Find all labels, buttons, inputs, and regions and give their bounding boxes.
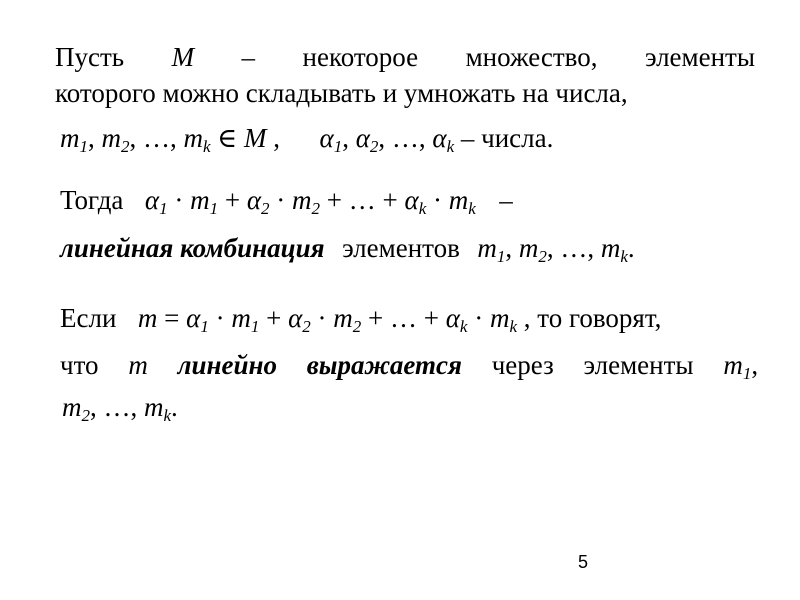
var-alpha: α xyxy=(186,303,201,333)
word-mnozhestvo: множество, xyxy=(465,42,598,72)
p2-line2 xyxy=(60,231,635,265)
var-m: m xyxy=(600,233,621,263)
plus-operator: + xyxy=(266,303,282,333)
comma: , xyxy=(273,123,281,153)
sub-k: k xyxy=(446,137,455,156)
dot-operator: · xyxy=(432,185,442,215)
word-elementy: элементы xyxy=(644,42,755,72)
var-m: m xyxy=(128,350,148,380)
tail-to-govoryat: то говорят, xyxy=(537,303,662,333)
dash: – xyxy=(241,42,256,72)
sub-1: 1 xyxy=(159,199,168,218)
ellipsis: … xyxy=(103,392,131,422)
word-togda: Тогда xyxy=(60,185,124,215)
sub-1: 1 xyxy=(79,137,88,156)
plus-operator: + xyxy=(423,303,439,333)
sub-k: k xyxy=(418,199,427,218)
comma: , xyxy=(129,123,137,153)
sub-1: 1 xyxy=(250,317,260,336)
var-alpha: α xyxy=(144,185,160,215)
sub-2: 2 xyxy=(261,199,270,218)
comma: , xyxy=(130,392,138,422)
var-m: m xyxy=(137,303,158,333)
page-number: 5 xyxy=(578,552,589,572)
dot-operator: · xyxy=(474,303,484,333)
var-alpha: α xyxy=(355,123,370,153)
p3-line2 xyxy=(60,348,758,382)
p2-line1-formula xyxy=(60,183,513,217)
dot-operator: · xyxy=(174,185,184,215)
ellipsis: … xyxy=(389,303,417,333)
equals-operator: = xyxy=(164,303,180,333)
ellipsis: … xyxy=(560,233,588,263)
sub-1: 1 xyxy=(200,317,209,336)
set-symbol-M: M xyxy=(244,123,267,153)
plus-operator: + xyxy=(326,185,343,215)
dot-operator: · xyxy=(276,185,286,215)
word-elementy: элементы xyxy=(583,350,694,380)
var-m: m xyxy=(518,233,539,263)
var-m: m xyxy=(292,185,312,215)
var-m: m xyxy=(477,233,497,263)
dot-operator: · xyxy=(317,303,327,333)
sub-k: k xyxy=(163,406,172,425)
var-alpha: α xyxy=(432,123,447,153)
tail-chisla: – числа. xyxy=(460,123,554,153)
sub-2: 2 xyxy=(538,247,547,266)
comma: , xyxy=(505,233,513,263)
word-chto: что xyxy=(60,350,99,380)
word-pust: Пусть xyxy=(55,42,125,72)
var-m: m xyxy=(190,185,210,215)
sub-1: 1 xyxy=(333,137,343,156)
comma: , xyxy=(378,123,386,153)
set-symbol-M: M xyxy=(171,42,195,72)
term-expressed: выражается xyxy=(306,350,462,380)
p3-line1-formula xyxy=(60,301,661,335)
var-m: m xyxy=(62,392,82,422)
sub-k: k xyxy=(509,317,517,336)
term-linearly: линейно xyxy=(177,350,277,380)
var-m: m xyxy=(144,392,164,422)
element-of-symbol: ∈ xyxy=(217,123,238,153)
p1-line2: которого можно складывать и умножать на числа, xyxy=(55,78,628,108)
term-linear-combination: линейная комбинация xyxy=(60,233,325,263)
comma: , xyxy=(546,233,554,263)
sub-2: 2 xyxy=(121,137,130,156)
var-m: m xyxy=(60,123,80,153)
comma: , xyxy=(751,350,759,380)
word-esli: Если xyxy=(60,303,117,333)
comma: , xyxy=(418,123,426,153)
sub-1: 1 xyxy=(742,364,752,383)
p3-line3 xyxy=(62,390,178,424)
comma: , xyxy=(587,233,595,263)
var-m: m xyxy=(101,123,121,153)
word-nekotoroe: некоторое xyxy=(302,42,419,72)
period: . xyxy=(171,392,178,422)
comma: , xyxy=(170,123,177,153)
comma: , xyxy=(88,123,95,153)
sub-k: k xyxy=(203,137,211,156)
plus-operator: + xyxy=(224,185,241,215)
word-cherez: через xyxy=(491,350,554,380)
sub-k: k xyxy=(620,247,628,266)
var-alpha: α xyxy=(246,185,262,215)
sub-k: k xyxy=(468,199,476,218)
var-alpha: α xyxy=(319,123,334,153)
comma: , xyxy=(523,303,531,333)
sub-2: 2 xyxy=(81,406,90,425)
sub-2: 2 xyxy=(352,317,362,336)
comma: , xyxy=(342,123,349,153)
var-alpha: α xyxy=(404,185,419,215)
var-m: m xyxy=(183,123,203,153)
comma: , xyxy=(90,392,97,422)
sub-2: 2 xyxy=(311,199,321,218)
var-m: m xyxy=(723,350,743,380)
ellipsis: … xyxy=(391,123,419,153)
var-m: m xyxy=(333,303,353,333)
sub-2: 2 xyxy=(302,317,311,336)
sub-2: 2 xyxy=(369,137,379,156)
sub-1: 1 xyxy=(209,199,219,218)
var-alpha: α xyxy=(445,303,460,333)
p1-line3-formula xyxy=(60,121,553,155)
word-elementov: элементов xyxy=(342,233,460,263)
dot-operator: · xyxy=(215,303,225,333)
var-m: m xyxy=(231,303,251,333)
p1-line1 xyxy=(55,40,755,74)
ellipsis: … xyxy=(143,123,170,153)
plus-operator: + xyxy=(382,185,398,215)
ellipsis: … xyxy=(348,185,376,215)
sub-1: 1 xyxy=(496,247,506,266)
var-alpha: α xyxy=(288,303,303,333)
plus-operator: + xyxy=(368,303,384,333)
var-m: m xyxy=(489,303,510,333)
dash: – xyxy=(499,185,513,215)
var-m: m xyxy=(448,185,469,215)
period: . xyxy=(627,233,635,263)
sub-k: k xyxy=(459,317,468,336)
